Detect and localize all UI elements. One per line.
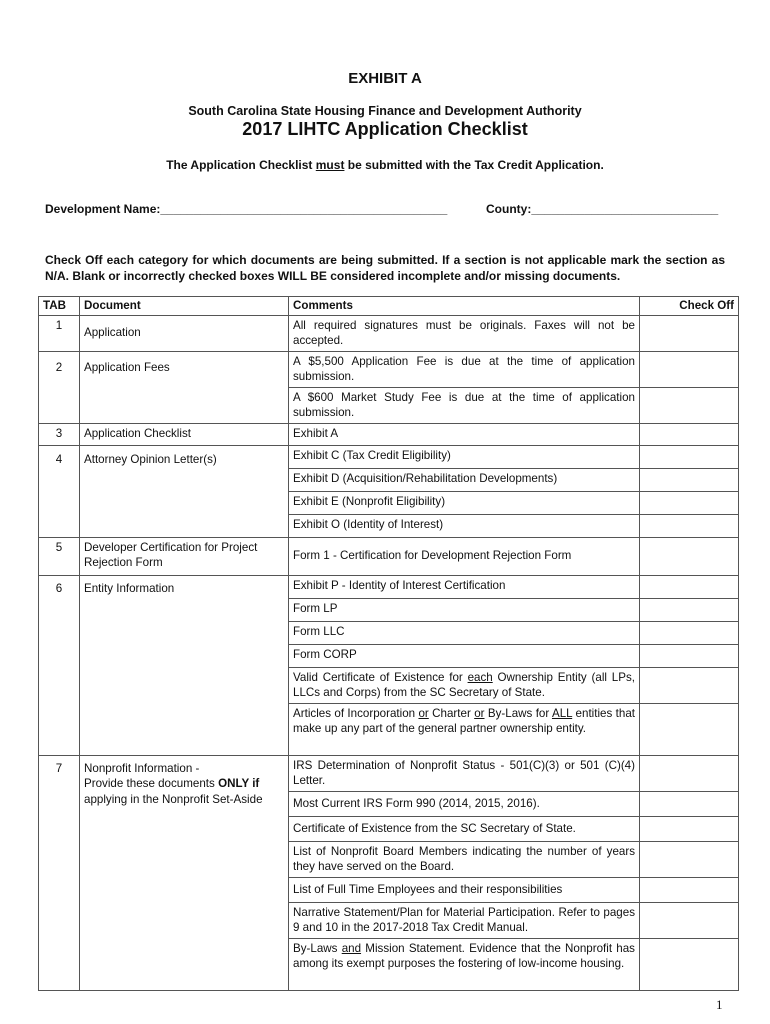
- check-off-box[interactable]: [640, 445, 739, 468]
- note-text: The Application Checklist: [166, 158, 316, 172]
- comment-cell: Exhibit P - Identity of Interest Certification: [289, 575, 640, 598]
- comment-cell: Form 1 - Certification for Development Rejection Form: [289, 537, 640, 575]
- submission-note: [0, 158, 770, 172]
- comment-cell: Most Current IRS Form 990 (2014, 2015, 2016).: [289, 791, 640, 816]
- comment-emphasis: and: [341, 941, 362, 955]
- table-row: [39, 351, 739, 387]
- page-title: 2017 LIHTC Application Checklist: [242, 119, 528, 139]
- table-header-row: [39, 297, 739, 316]
- check-off-box[interactable]: [640, 755, 739, 791]
- document-name: Attorney Opinion Letter(s): [80, 445, 289, 537]
- document-text-end: applying in the Nonprofit Set-Aside: [84, 792, 263, 806]
- comment-cell: A $600 Market Study Fee is due at the time of application submission.: [289, 387, 640, 423]
- header-check-off: Check Off: [640, 297, 739, 316]
- comment-cell: [289, 667, 640, 703]
- check-off-box[interactable]: [640, 621, 739, 644]
- check-off-box[interactable]: [640, 644, 739, 667]
- comment-cell: A $5,500 Application Fee is due at the time of application submission.: [289, 351, 640, 387]
- comment-cell: IRS Determination of Nonprofit Status - 501(C)(3) or 501 (C)(4) Letter.: [289, 755, 640, 791]
- comment-emphasis: or: [474, 706, 485, 720]
- comment-cell: All required signatures must be originals. Faxes will not be accepted.: [289, 315, 640, 351]
- tab-number: 3: [39, 423, 80, 445]
- document-name: Developer Certification for Project Rejection Form: [80, 537, 289, 575]
- check-off-box[interactable]: [640, 841, 739, 877]
- check-off-box[interactable]: [640, 703, 739, 755]
- exhibit-heading: EXHIBIT A: [348, 70, 422, 87]
- check-off-box[interactable]: [640, 667, 739, 703]
- tab-number: 6: [39, 575, 80, 755]
- comment-text-end: Ownership Entity (all LPs, LLCs and Corps) from the SC Secretary of State.: [293, 670, 635, 699]
- check-off-box[interactable]: [640, 877, 739, 902]
- comment-cell: Certificate of Existence from the SC Secretary of State.: [289, 816, 640, 841]
- note-text-end: be submitted with the Tax Credit Application.: [344, 158, 604, 172]
- check-off-box[interactable]: [640, 468, 739, 491]
- table-row: [39, 537, 739, 575]
- table-row: [39, 755, 739, 791]
- comment-cell: List of Nonprofit Board Members indicating the number of years they have served on the Board.: [289, 841, 640, 877]
- comment-text: By-Laws for: [484, 706, 552, 720]
- document-emphasis: ONLY if: [218, 777, 260, 790]
- document-name: Application Fees: [80, 351, 289, 423]
- comment-text: Charter: [428, 706, 475, 720]
- comment-emphasis: ALL: [551, 706, 573, 720]
- table-row: [39, 315, 739, 351]
- check-off-box[interactable]: [640, 575, 739, 598]
- comment-text: By-Laws: [293, 941, 342, 955]
- header-tab: TAB: [39, 297, 80, 316]
- comment-emphasis: each: [467, 670, 493, 684]
- county-field: County:____________________________: [486, 202, 719, 216]
- note-emphasis: must: [315, 158, 345, 172]
- comment-cell: Exhibit C (Tax Credit Eligibility): [289, 445, 640, 468]
- comment-cell: Exhibit D (Acquisition/Rehabilitation Developments): [289, 468, 640, 491]
- comment-text-end: Mission Statement. Evidence that the Nonprofit has among its exempt purposes the fostering of low-income housing.: [293, 941, 635, 970]
- check-off-box[interactable]: [640, 387, 739, 423]
- document-name: Application: [80, 315, 289, 351]
- comment-cell: List of Full Time Employees and their responsibilities: [289, 877, 640, 902]
- table-row: [39, 423, 739, 445]
- check-off-box[interactable]: [640, 537, 739, 575]
- check-off-box[interactable]: [640, 791, 739, 816]
- check-off-box[interactable]: [640, 902, 739, 938]
- comment-cell: Exhibit A: [289, 423, 640, 445]
- comment-emphasis: or: [418, 706, 429, 720]
- tab-number: 5: [39, 537, 80, 575]
- checklist-table: [38, 296, 739, 991]
- comment-cell: [289, 938, 640, 990]
- checklist-table-wrapper: [38, 296, 738, 991]
- comment-cell: Form CORP: [289, 644, 640, 667]
- check-off-box[interactable]: [640, 423, 739, 445]
- comment-text-end: entities that make up any part of the general partner ownership entity.: [293, 706, 635, 735]
- check-off-box[interactable]: [640, 598, 739, 621]
- document-name: Application Checklist: [80, 423, 289, 445]
- tab-number: 7: [39, 755, 80, 990]
- table-row: [39, 445, 739, 468]
- page-number: 1: [716, 997, 723, 1012]
- comment-text: Valid Certificate of Existence for: [293, 670, 468, 684]
- header-document: Document: [80, 297, 289, 316]
- comment-cell: Form LP: [289, 598, 640, 621]
- check-off-box[interactable]: [640, 514, 739, 537]
- comment-cell: Form LLC: [289, 621, 640, 644]
- header-comments: Comments: [289, 297, 640, 316]
- document-name: Entity Information: [80, 575, 289, 755]
- instructions: Check Off each category for which documents are being submitted. If a section is not applicable mark the section as N/A. Blank or incorrectly checked boxes WILL BE considered incomplete and/or missing documents.: [45, 253, 725, 283]
- comment-cell: [289, 703, 640, 755]
- comment-cell: Exhibit O (Identity of Interest): [289, 514, 640, 537]
- tab-number: 4: [39, 445, 80, 537]
- comment-cell: Exhibit E (Nonprofit Eligibility): [289, 491, 640, 514]
- agency-name: South Carolina State Housing Finance and Development Authority: [188, 104, 582, 118]
- check-off-box[interactable]: [640, 491, 739, 514]
- tab-number: 2: [39, 351, 80, 423]
- check-off-box[interactable]: [640, 351, 739, 387]
- check-off-box[interactable]: [640, 938, 739, 990]
- check-off-box[interactable]: [640, 816, 739, 841]
- comment-text: Articles of Incorporation: [293, 706, 419, 720]
- development-name-field: Development Name:___________________________________________: [45, 202, 448, 216]
- tab-number: 1: [39, 315, 80, 351]
- table-row: [39, 575, 739, 598]
- document-name: [80, 755, 289, 990]
- document-text: Provide these documents: [84, 777, 219, 790]
- document-line: Nonprofit Information -: [84, 761, 200, 775]
- comment-cell: Narrative Statement/Plan for Material Participation. Refer to pages 9 and 10 in the 2017-2018 Tax Credit Manual.: [289, 902, 640, 938]
- check-off-box[interactable]: [640, 315, 739, 351]
